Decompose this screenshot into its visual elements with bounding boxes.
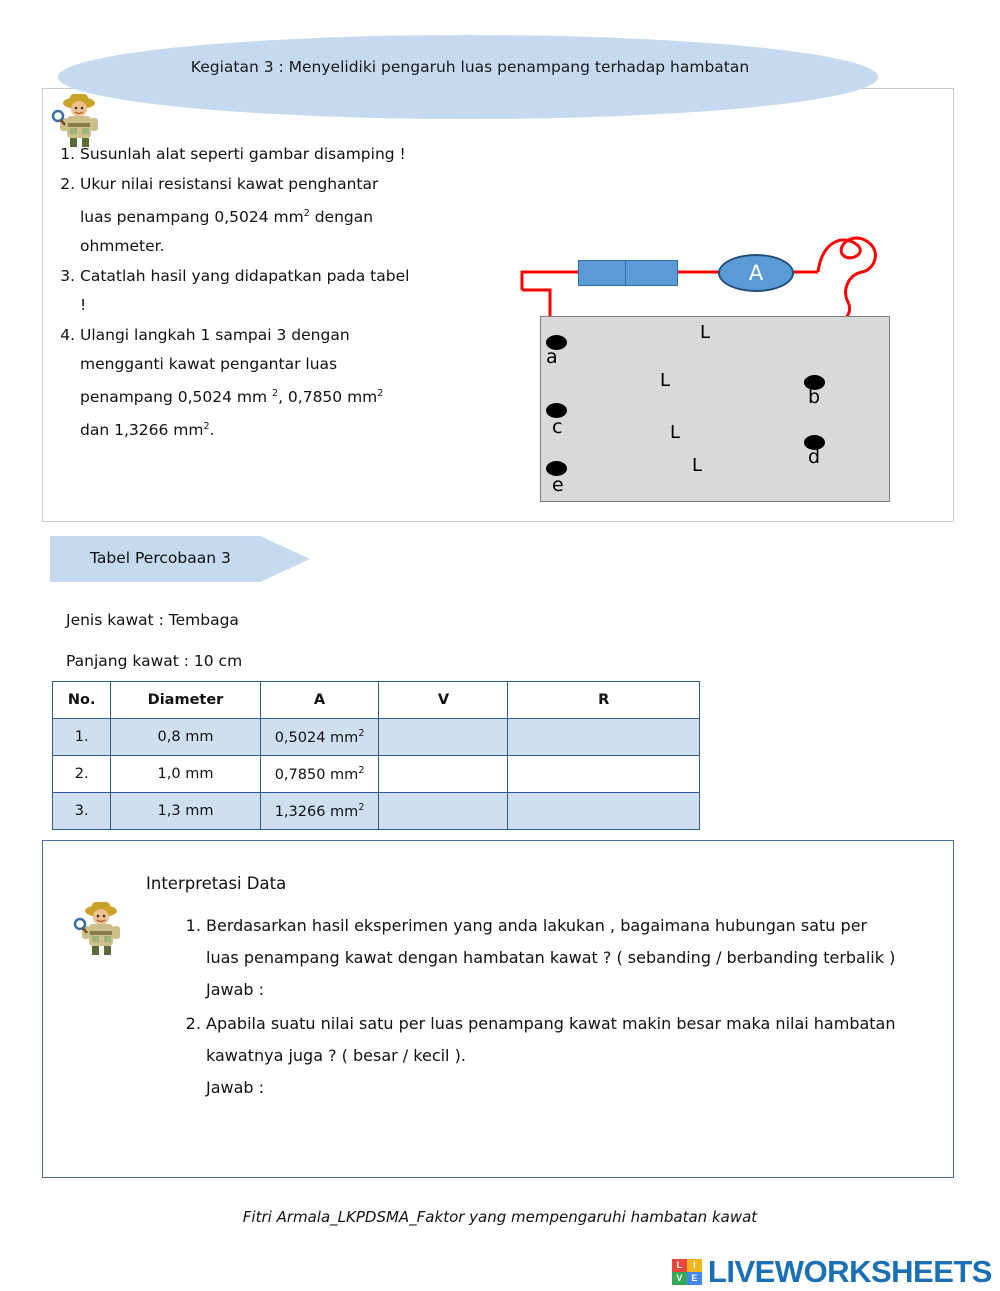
interpretation-question-2 <box>206 1008 900 1104</box>
node-label-d: d <box>808 446 821 468</box>
instruction-step-4 <box>80 321 412 445</box>
cell-a-3 <box>260 793 379 830</box>
badge-letter-i: I <box>687 1259 702 1272</box>
cell-a-1 <box>260 719 379 756</box>
instruction-step-3 <box>80 262 412 320</box>
cell-a-1-value: 0,5024 mm <box>274 729 359 746</box>
length-label-1: L <box>700 322 711 343</box>
instruction-step-4-sup-2: 2 <box>377 388 384 400</box>
instruction-step-2 <box>80 170 412 261</box>
instruction-step-4-text-d: . <box>209 421 215 440</box>
table-header-a: A <box>260 682 379 719</box>
interpretation-question-1 <box>206 910 900 1006</box>
instruction-steps-list <box>42 140 412 446</box>
badge-letter-e: E <box>687 1272 702 1285</box>
table-banner-arrow-icon <box>260 536 310 582</box>
interpretation-answer-label-1[interactable]: Jawab : <box>206 980 265 999</box>
cell-diameter-1: 0,8 mm <box>111 719 260 756</box>
node-label-c: c <box>552 416 563 438</box>
table-row <box>53 719 700 756</box>
wire-type-text: Jenis kawat : Tembaga <box>66 611 239 629</box>
interpretation-question-2-text: Apabila suatu nilai satu per luas penampang kawat makin besar maka nilai hambatan kawatnya juga ? ( besar / kecil ). <box>206 1014 896 1065</box>
cell-v-1[interactable] <box>379 719 508 756</box>
instruction-step-4-sup-3: 2 <box>203 421 210 433</box>
instruction-step-2-text-a: Ukur nilai resistansi kawat penghantar luas penampang 0,5024 mm <box>80 175 379 227</box>
interpretation-question-1-text: Berdasarkan hasil eksperimen yang anda lakukan , bagaimana hubungan satu per luas penampang kawat dengan hambatan kawat ? ( sebanding / berbanding terbalik ) <box>206 916 896 967</box>
cell-no-3: 3. <box>53 793 111 830</box>
cell-diameter-3: 1,3 mm <box>111 793 260 830</box>
circuit-diagram <box>470 130 890 496</box>
node-label-a: a <box>546 346 558 368</box>
wire-board <box>540 316 890 502</box>
liveworksheets-wordmark: LIVEWORKSHEETS <box>707 1254 992 1289</box>
liveworksheets-badge-row-bottom <box>672 1272 702 1285</box>
cell-no-1: 1. <box>53 719 111 756</box>
explorer-mascot-icon <box>72 898 130 956</box>
table-header-r: R <box>508 682 700 719</box>
instruction-step-4-sup-1: 2 <box>272 388 279 400</box>
length-label-3: L <box>670 422 681 443</box>
table-banner-label: Tabel Percobaan 3 <box>90 549 231 567</box>
instruction-step-3-text: Catatlah hasil yang didapatkan pada tabel ! <box>80 267 410 315</box>
cell-r-2[interactable] <box>508 756 700 793</box>
instruction-step-1 <box>80 140 412 169</box>
wire-length-text: Panjang kawat : 10 cm <box>66 652 243 670</box>
cell-diameter-2: 1,0 mm <box>111 756 260 793</box>
cell-no-2: 2. <box>53 756 111 793</box>
table-row <box>53 793 700 830</box>
interpretation-questions-list <box>160 910 900 1106</box>
footer-credit: Fitri Armala_LKPDSMA_Faktor yang mempengaruhi hambatan kawat <box>242 1208 758 1226</box>
table-header-v: V <box>379 682 508 719</box>
liveworksheets-badge-row-top <box>672 1259 702 1272</box>
length-label-2: L <box>660 370 671 391</box>
cell-v-2[interactable] <box>379 756 508 793</box>
instruction-step-2-text-b: dengan ohmmeter. <box>80 208 374 256</box>
instruction-step-4-text-b: , 0,7850 mm <box>278 388 378 407</box>
cell-r-3[interactable] <box>508 793 700 830</box>
instruction-step-4-text-a: Ulangi langkah 1 sampai 3 dengan mengganti kawat pengantar luas penampang 0,5024 mm <box>80 326 350 407</box>
cell-a-2-sup: 2 <box>358 765 365 777</box>
interpretation-answer-label-2[interactable]: Jawab : <box>206 1078 265 1097</box>
cell-a-2 <box>260 756 379 793</box>
liveworksheets-badge-icon <box>672 1259 702 1285</box>
node-label-e: e <box>552 474 564 496</box>
cell-a-3-value: 1,3266 mm <box>274 803 359 820</box>
interpretation-title: Interpretasi Data <box>146 874 287 893</box>
table-row <box>53 756 700 793</box>
instruction-step-2-sup: 2 <box>303 208 310 219</box>
table-header-diameter: Diameter <box>111 682 260 719</box>
experiment-table <box>52 681 700 830</box>
cell-a-3-sup: 2 <box>358 802 365 814</box>
badge-letter-l: L <box>672 1259 687 1272</box>
table-header-row <box>53 682 700 719</box>
node-label-b: b <box>808 386 821 408</box>
cell-a-1-sup: 2 <box>358 728 365 740</box>
badge-letter-v: V <box>672 1272 687 1285</box>
activity-banner-title: Kegiatan 3 : Menyelidiki pengaruh luas penampang terhadap hambatan <box>190 58 750 76</box>
resistor-symbol <box>578 260 678 286</box>
cell-v-3[interactable] <box>379 793 508 830</box>
liveworksheets-logo[interactable] <box>672 1254 992 1290</box>
cell-a-2-value: 0,7850 mm <box>274 766 359 783</box>
instruction-step-4-text-c: dan 1,3266 mm <box>80 421 204 440</box>
cell-r-1[interactable] <box>508 719 700 756</box>
ammeter-symbol: A <box>718 254 794 292</box>
table-header-no: No. <box>53 682 111 719</box>
instruction-step-1-text: 1. Susunlah alat seperti gambar disamping ! <box>80 145 406 163</box>
length-label-4: L <box>692 455 703 476</box>
